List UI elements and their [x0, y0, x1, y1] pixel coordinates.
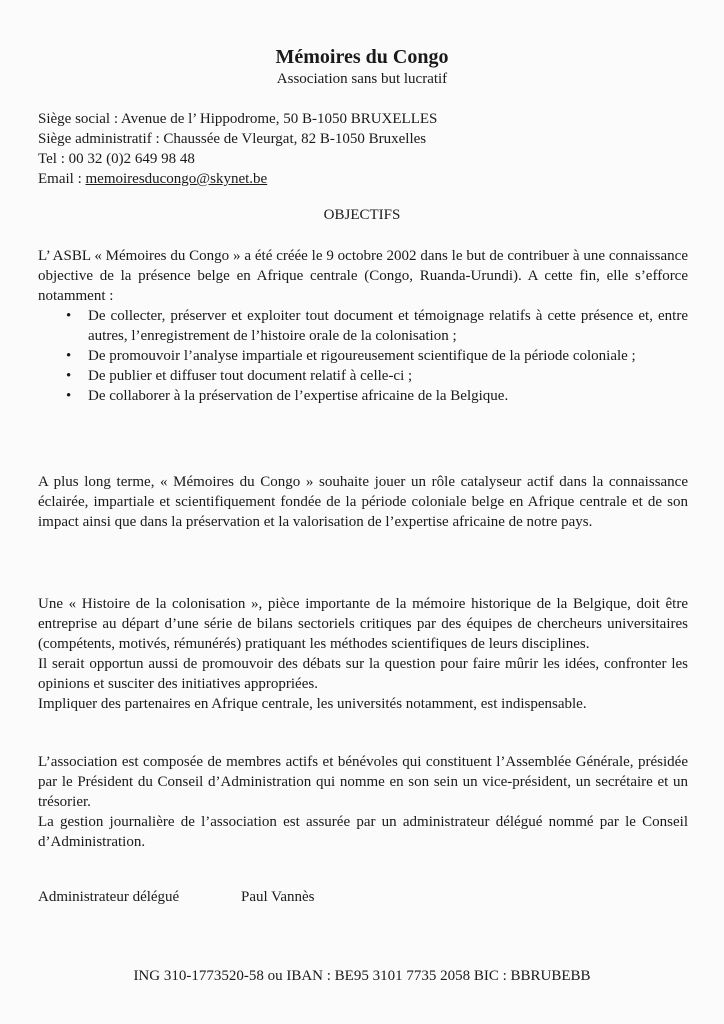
association-sentence: L’association est composée de membres actifs et bénévoles qui constituent l’Assemblée Générale, présidée par le Président du Conseil d’Administration qui nomme en son sein un vice-président, un secrétaire et un trésorier. — [38, 754, 688, 810]
histoire-sentence: Impliquer des partenaires en Afrique centrale, les universités notamment, est indispensable. — [38, 696, 587, 712]
histoire-sentence: Une « Histoire de la colonisation », pièce importante de la mémoire historique de la Belgique, doit être entreprise au départ d’une série de bilans sectoriels critiques par des équipes de chercheurs universitaires (compétents, motivés, rémunérés) pratiquant les méthodes scientifiques de leurs disciplines. — [38, 596, 688, 652]
siege-administratif-line: Siège administratif : Chaussée de Vleurgat, 82 B-1050 Bruxelles — [38, 131, 427, 147]
signature-role: Administrateur délégué — [38, 889, 180, 905]
list-item-text: De collaborer à la préservation de l’expertise africaine de la Belgique. — [88, 388, 509, 404]
bullet-icon: • — [66, 388, 72, 404]
histoire-paragraph — [38, 594, 688, 714]
list-item — [66, 386, 688, 406]
document-title: Mémoires du Congo — [275, 46, 449, 68]
document-subtitle: Association sans but lucratif — [276, 71, 448, 87]
email-line — [38, 170, 267, 189]
intro-paragraph: L’ ASBL « Mémoires du Congo » a été créée le 9 octobre 2002 dans le but de contribuer à une connaissance objective de la présence belge en Afrique centrale (Congo, Ruanda-Urundi). A cette fin, elle s’efforce notamment : — [38, 248, 688, 304]
signature-name: Paul Vannès — [241, 889, 315, 905]
siege-social-line: Siège social : Avenue de l’ Hippodrome, 50 B-1050 BRUXELLES — [38, 111, 438, 127]
list-item — [66, 366, 688, 386]
association-sentence: La gestion journalière de l’association est assurée par un administrateur délégué nommé par le Conseil d’Administration. — [38, 814, 688, 850]
association-paragraph — [38, 752, 688, 852]
email-link[interactable]: memoiresducongo@skynet.be — [85, 171, 268, 187]
email-label: Email : — [38, 171, 86, 187]
bullet-icon: • — [66, 348, 72, 364]
long-term-paragraph: A plus long terme, « Mémoires du Congo » souhaite jouer un rôle catalyseur actif dans la connaissance éclairée, impartiale et scientifiquement fondée de la période coloniale belge en Afrique centrale et de son impact ainsi que dans la préservation et la valorisation de l’expertise africaine de notre pays. — [38, 474, 688, 530]
bullet-icon: • — [66, 368, 72, 384]
bullet-icon: • — [66, 308, 72, 324]
histoire-sentence: Il serait opportun aussi de promouvoir des débats sur la question pour faire mûrir les idées, confronter les opinions et susciter des initiatives appropriées. — [38, 656, 688, 692]
list-item — [66, 346, 688, 366]
list-item-text: De publier et diffuser tout document relatif à celle-ci ; — [88, 368, 413, 384]
objectives-list — [66, 306, 688, 406]
list-item-text: De collecter, préserver et exploiter tout document et témoignage relatifs à cette présence et, entre autres, l’enregistrement de l’histoire orale de la colonisation ; — [88, 308, 688, 344]
list-item-text: De promouvoir l’analyse impartiale et rigoureusement scientifique de la période coloniale ; — [88, 348, 636, 364]
bank-details: ING 310-1773520-58 ou IBAN : BE95 3101 7735 2058 BIC : BBRUBEBB — [133, 968, 591, 984]
section-title: OBJECTIFS — [323, 207, 401, 223]
telephone-line: Tel : 00 32 (0)2 649 98 48 — [38, 151, 195, 167]
list-item — [66, 306, 688, 346]
